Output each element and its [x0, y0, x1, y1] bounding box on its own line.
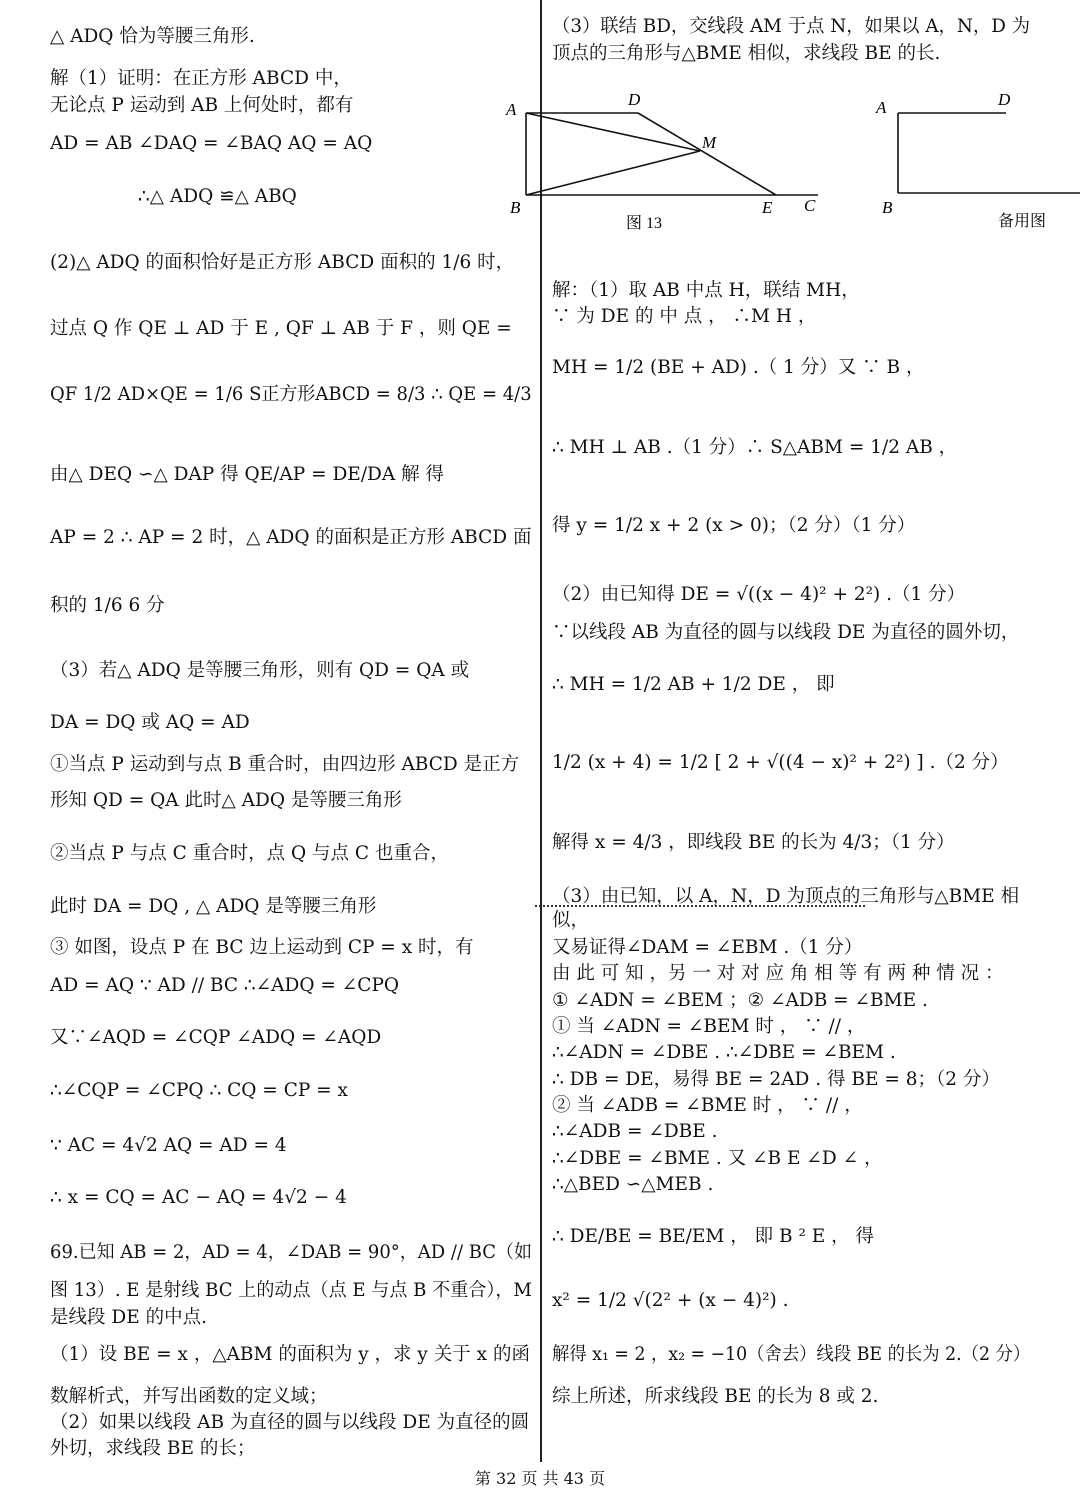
- fig-backup-label-B: B: [882, 198, 893, 217]
- left-line: AD = AQ ∵ AD // BC ∴∠ADQ = ∠CPQ: [50, 975, 400, 996]
- right-line: x² = 1/2 √(2² + (x − 4)²) .: [552, 1290, 789, 1311]
- page-footer: 第 32 页 共 43 页: [474, 1469, 606, 1488]
- right-line: 又易证得∠DAM = ∠EBM .（1 分）: [552, 937, 863, 958]
- right-line: 综上所述，所求线段 BE 的长为 8 或 2.: [552, 1386, 879, 1407]
- left-line: AD = AB ∠DAQ = ∠BAQ AQ = AQ: [50, 133, 373, 154]
- right-line: ∵ 为 DE 的 中 点 ， ∴M H ，: [552, 306, 817, 327]
- left-line: ②当点 P 与点 C 重合时，点 Q 与点 C 也重合，: [50, 843, 449, 864]
- figure-backup: [868, 85, 1080, 235]
- left-line: （3）若△ ADQ 是等腰三角形，则有 QD = QA 或: [50, 660, 470, 681]
- fig13-label-D: D: [628, 90, 641, 109]
- right-line: ∴∠ADN = ∠DBE . ∴∠DBE = ∠BEM .: [552, 1042, 896, 1063]
- right-line: ∴∠DBE = ∠BME . 又 ∠B E ∠D ∠ ，: [552, 1148, 883, 1169]
- left-line: 外切，求线段 BE 的长；: [50, 1438, 256, 1459]
- fig13-label-C: C: [804, 196, 816, 215]
- right-line: ∴ MH ⊥ AB .（1 分）∴ S△ABM = 1/2 AB ，: [552, 437, 958, 458]
- right-line: 1/2 (x + 4) = 1/2 [ 2 + √((4 − x)² + 2²) ] .（2 分）: [552, 752, 1009, 773]
- right-line: 顶点的三角形与△BME 相似，求线段 BE 的长.: [552, 43, 941, 64]
- fig13-label-B: B: [510, 198, 521, 217]
- left-line: ∵ AC = 4√2 AQ = AD = 4: [50, 1135, 287, 1156]
- figure-13: [500, 85, 830, 235]
- right-line: ∴ DE/BE = BE/EM ， 即 B ² E ， 得: [552, 1226, 875, 1247]
- right-line: ∴∠ADB = ∠DBE .: [552, 1121, 718, 1142]
- right-line: （3）由已知，以 A，N，D 为顶点的三角形与△BME 相: [552, 886, 1020, 907]
- right-line: ∵以线段 AB 为直径的圆与以线段 DE 为直径的圆外切，: [552, 622, 1020, 643]
- left-line: （1）设 BE = x ，△ABM 的面积为 y ，求 y 关于 x 的函: [50, 1344, 530, 1365]
- left-line: ③ 如图，设点 P 在 BC 边上运动到 CP = x 时，有: [50, 937, 474, 958]
- fig13-label-E: E: [762, 198, 773, 217]
- right-line: （2）由已知得 DE = √((x − 4)² + 2²) .（1 分）: [552, 584, 966, 605]
- left-line: 形知 QD = QA 此时△ ADQ 是等腰三角形: [50, 790, 402, 811]
- left-line: ∴△ ADQ ≌△ ABQ: [138, 186, 297, 207]
- left-line: (2)△ ADQ 的面积恰好是正方形 ABCD 面积的 1/6 时，: [50, 252, 515, 273]
- left-line: 69.已知 AB = 2，AD = 4，∠DAB = 90°，AD // BC（如: [50, 1242, 532, 1263]
- left-line: ①当点 P 运动到与点 B 重合时，由四边形 ABCD 是正方: [50, 754, 520, 775]
- right-line: ∴ MH = 1/2 AB + 1/2 DE ， 即: [552, 674, 835, 695]
- fig-backup-label-A: A: [876, 98, 887, 117]
- right-line: ② 当 ∠ADB = ∠BME 时 ， ∵ // ，: [552, 1095, 863, 1116]
- left-line: 是线段 DE 的中点.: [50, 1307, 207, 1328]
- left-line: （2）如果以线段 AB 为直径的圆与以线段 DE 为直径的圆: [50, 1412, 530, 1433]
- left-line: 积的 1/6 6 分: [50, 595, 165, 616]
- right-line: ∴△BED ∽△MEB .: [552, 1174, 714, 1195]
- right-line: 似，: [552, 910, 590, 931]
- left-line: 又∵∠AQD = ∠CQP ∠ADQ = ∠AQD: [50, 1027, 382, 1048]
- fig13-label-M: M: [702, 133, 717, 152]
- right-line: ① 当 ∠ADN = ∠BEM 时 ， ∵ // ，: [552, 1016, 866, 1037]
- left-line: △ ADQ 恰为等腰三角形.: [50, 26, 255, 47]
- right-line: 解得 x = 4/3 ，即线段 BE 的长为 4/3；（1 分）: [552, 832, 955, 853]
- left-line: 图 13）. E 是射线 BC 上的动点（点 E 与点 B 不重合），M: [50, 1280, 532, 1301]
- left-line: QF 1/2 AD×QE = 1/6 S正方形ABCD = 8/3 ∴ QE = 4/3: [50, 384, 532, 405]
- left-line: ∴ x = CQ = AC − AQ = 4√2 − 4: [50, 1187, 347, 1208]
- left-line: ∴∠CQP = ∠CPQ ∴ CQ = CP = x: [50, 1080, 348, 1101]
- right-line: 解：（1）取 AB 中点 H，联结 MH，: [552, 280, 860, 301]
- fig-backup-label-D: D: [998, 90, 1011, 109]
- right-line: ∴ DB = DE，易得 BE = 2AD . 得 BE = 8；（2 分）: [552, 1069, 1000, 1090]
- fig-backup-caption: 备用图: [998, 213, 1047, 230]
- right-line: 由 此 可 知 ，另 一 对 对 应 角 相 等 有 两 种 情 况 ：: [552, 963, 1004, 984]
- left-line: AP = 2 ∴ AP = 2 时，△ ADQ 的面积是正方形 ABCD 面: [50, 527, 532, 548]
- right-line: ① ∠ADN = ∠BEM ；② ∠ADB = ∠BME .: [552, 990, 928, 1011]
- right-line: 解得 x₁ = 2 ，x₂ = −10（舍去）线段 BE 的长为 2.（2 分）: [552, 1344, 1031, 1365]
- fig13-label-A: A: [506, 100, 517, 119]
- right-line: （3）联结 BD，交线段 AM 于点 N，如果以 A，N，D 为: [552, 16, 1031, 37]
- left-line: 此时 DA = DQ , △ ADQ 是等腰三角形: [50, 896, 377, 917]
- fig13-caption: 图 13: [626, 215, 663, 232]
- left-line: 无论点 P 运动到 AB 上何处时，都有: [50, 95, 354, 116]
- left-line: 过点 Q 作 QE ⊥ AD 于 E , QF ⊥ AB 于 F ，则 QE =: [50, 318, 512, 339]
- right-line: 得 y = 1/2 x + 2 (x > 0)；（2 分）（1 分）: [552, 515, 916, 536]
- left-line: 解（1）证明：在正方形 ABCD 中，: [50, 68, 352, 89]
- left-line: 由△ DEQ ∽△ DAP 得 QE/AP = DE/DA 解 得: [50, 464, 445, 485]
- right-line: MH = 1/2 (BE + AD) .（ 1 分）又 ∵ B ，: [552, 357, 925, 378]
- left-line: DA = DQ 或 AQ = AD: [50, 712, 250, 733]
- left-line: 数解析式，并写出函数的定义域；: [50, 1386, 328, 1407]
